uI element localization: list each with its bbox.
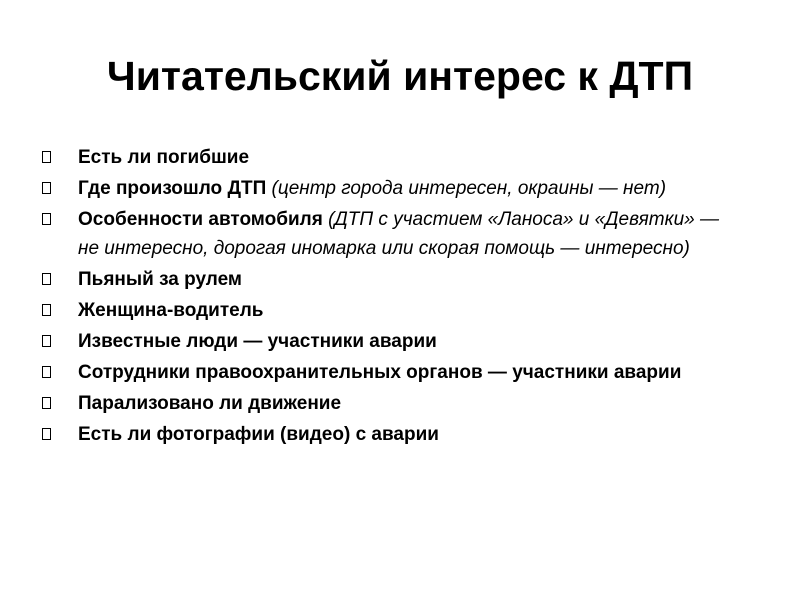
bullet-box-icon — [42, 335, 51, 347]
bullet-box-icon — [42, 151, 51, 163]
list-item — [40, 358, 730, 387]
bullet-bold-text: Есть ли фотографии (видео) с аварии — [78, 424, 439, 445]
bullet-bold-text: Парализовано ли движение — [78, 393, 342, 414]
bullet-box-icon — [42, 304, 51, 316]
bullet-bold-text: Есть ли погибшие — [78, 147, 250, 168]
bullet-box-icon — [42, 366, 51, 378]
bullet-bold-text: Особенности автомобиля — [78, 209, 323, 230]
list-item — [40, 265, 730, 294]
list-item — [40, 174, 730, 203]
list-item — [40, 296, 730, 325]
list-item — [40, 389, 730, 418]
bullet-bold-text: Где произошло ДТП — [78, 178, 267, 199]
list-item — [40, 205, 730, 263]
bullet-box-icon — [42, 273, 51, 285]
bullet-italic-text: (ДТП с участием «Ланоса» и «Девятки» — не интересно, дорогая иномарка или скорая помощь — интересно) — [78, 209, 719, 259]
bullet-bold-text: Женщина-водитель — [78, 300, 264, 321]
bullet-bold-text: Пьяный за рулем — [78, 269, 242, 290]
slide-title: Читательский интерес к ДТП — [106, 53, 694, 99]
bullet-box-icon — [42, 182, 51, 194]
bullet-list — [40, 143, 730, 451]
bullet-box-icon — [42, 397, 51, 409]
list-item — [40, 143, 730, 172]
bullet-box-icon — [42, 213, 51, 225]
bullet-bold-text: Сотрудники правоохранительных органов — участники аварии — [78, 362, 682, 383]
list-item — [40, 420, 730, 449]
bullet-box-icon — [42, 428, 51, 440]
bullet-italic-text: (центр города интересен, окраины — нет) — [266, 178, 667, 199]
list-item — [40, 327, 730, 356]
bullet-bold-text: Известные люди — участники аварии — [78, 331, 437, 352]
